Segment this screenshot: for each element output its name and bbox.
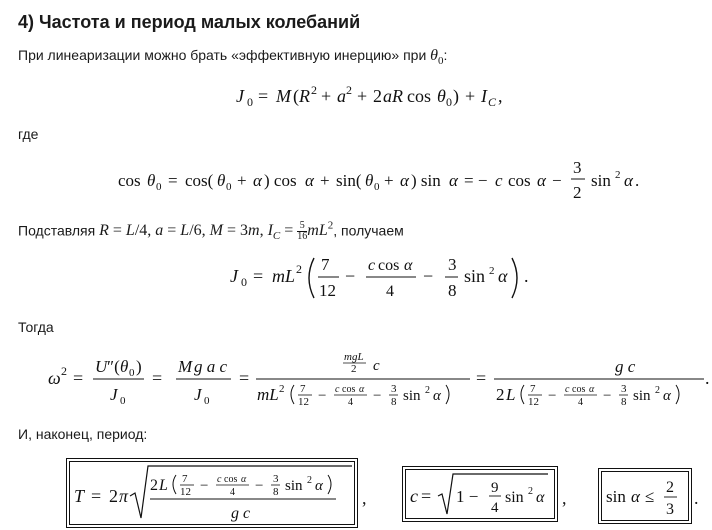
svg-text:=: = bbox=[152, 368, 163, 388]
svg-text:α: α bbox=[498, 266, 508, 286]
svg-text:c: c bbox=[373, 358, 380, 374]
svg-text:θ: θ bbox=[365, 171, 374, 190]
svg-text:7: 7 bbox=[300, 383, 306, 395]
svg-text:2: 2 bbox=[296, 262, 302, 276]
svg-text:) cos: ) cos bbox=[264, 171, 297, 190]
svg-text:−: − bbox=[548, 388, 557, 404]
svg-text:−: − bbox=[200, 478, 209, 494]
svg-text:M: M bbox=[276, 86, 291, 106]
svg-text:J: J bbox=[230, 266, 238, 286]
svg-text:L: L bbox=[506, 385, 516, 404]
svg-text:2: 2 bbox=[573, 183, 582, 202]
svg-text:0: 0 bbox=[156, 181, 162, 193]
svg-text:12: 12 bbox=[319, 281, 336, 300]
svg-text:0: 0 bbox=[374, 181, 380, 193]
svg-text:2: 2 bbox=[615, 169, 621, 181]
svg-text:4: 4 bbox=[386, 283, 394, 300]
svg-text:): ) bbox=[453, 86, 459, 106]
svg-text:c: c bbox=[410, 486, 418, 506]
svg-text:T: T bbox=[74, 486, 85, 506]
j0-result-formula bbox=[230, 250, 540, 306]
c-definition-box bbox=[402, 466, 558, 522]
svg-text:+: + bbox=[357, 86, 368, 106]
intro-tail: : bbox=[443, 47, 448, 63]
svg-text:θ: θ bbox=[437, 86, 446, 106]
svg-text:α: α bbox=[253, 171, 262, 190]
constraint-period: . bbox=[694, 488, 699, 508]
svg-text:): ) bbox=[136, 357, 142, 376]
svg-text:θ: θ bbox=[147, 171, 156, 190]
svg-text:0: 0 bbox=[226, 181, 232, 193]
svg-text:4: 4 bbox=[578, 397, 583, 408]
cos-theta0-formula bbox=[118, 156, 658, 204]
svg-text:) sin: ) sin bbox=[411, 171, 441, 190]
svg-text:4: 4 bbox=[230, 487, 235, 498]
svg-text:α: α bbox=[663, 388, 671, 404]
svg-text:,: , bbox=[498, 86, 503, 106]
svg-text:cos: cos bbox=[572, 384, 586, 395]
svg-text:C: C bbox=[488, 95, 497, 109]
svg-text:−: − bbox=[318, 388, 327, 404]
svg-text:mL: mL bbox=[257, 385, 279, 404]
svg-text:mL: mL bbox=[272, 266, 296, 286]
svg-text:U: U bbox=[95, 357, 108, 376]
svg-text:.: . bbox=[635, 171, 640, 190]
svg-text:0: 0 bbox=[204, 395, 210, 407]
svg-text:g a c: g a c bbox=[194, 357, 228, 376]
svg-text:α: α bbox=[589, 384, 595, 395]
svg-text:cos: cos bbox=[378, 257, 400, 274]
svg-text:π: π bbox=[119, 486, 129, 506]
finally-text: И, наконец, период: bbox=[18, 426, 148, 442]
svg-text:2: 2 bbox=[655, 385, 660, 396]
svg-text:4: 4 bbox=[491, 500, 499, 516]
svg-text:α: α bbox=[400, 171, 409, 190]
svg-text:c: c bbox=[495, 171, 503, 190]
svg-text:sin(: sin( bbox=[336, 171, 362, 190]
substituting-text: Подставляя bbox=[18, 222, 100, 239]
svg-text:α: α bbox=[624, 171, 633, 190]
svg-text:c: c bbox=[565, 384, 570, 395]
svg-text:g c: g c bbox=[231, 505, 251, 522]
svg-text:(: ( bbox=[293, 86, 299, 106]
svg-text:−: − bbox=[603, 388, 612, 404]
svg-text:sin: sin bbox=[591, 171, 611, 190]
period-formula-box bbox=[66, 458, 358, 528]
svg-text:9: 9 bbox=[491, 480, 499, 496]
intro-paragraph bbox=[18, 45, 447, 71]
svg-text:2: 2 bbox=[425, 385, 430, 396]
svg-text:8: 8 bbox=[621, 396, 627, 408]
svg-text:+: + bbox=[321, 86, 332, 106]
substitution-inline: R = L/4, a = L/6, M = 3m, $I_C$ = $\frac{5}{16}$ $mL^2$ bbox=[99, 220, 334, 243]
where-text: где bbox=[18, 126, 39, 142]
svg-text:=: = bbox=[91, 486, 102, 506]
svg-text:cos: cos bbox=[342, 384, 356, 395]
svg-text:= −: = − bbox=[464, 171, 488, 190]
svg-text:I: I bbox=[481, 86, 487, 106]
svg-text:α: α bbox=[359, 384, 365, 395]
svg-text:θ: θ bbox=[120, 357, 129, 376]
svg-text:−: − bbox=[255, 478, 264, 494]
svg-text:+: + bbox=[384, 171, 394, 190]
svg-text:=: = bbox=[168, 171, 178, 190]
svg-text:sin: sin bbox=[403, 388, 421, 404]
svg-text:−: − bbox=[345, 266, 356, 286]
svg-text:8: 8 bbox=[391, 396, 397, 408]
theta0-inline: $\theta_0$ bbox=[430, 47, 444, 68]
svg-text:sin: sin bbox=[505, 489, 524, 506]
svg-text:=: = bbox=[258, 86, 269, 106]
intro-text: При линеаризации можно брать «эффективную инерцию» при bbox=[18, 47, 431, 63]
svg-text:θ: θ bbox=[217, 171, 226, 190]
svg-text:2: 2 bbox=[496, 385, 505, 404]
svg-text:2: 2 bbox=[346, 83, 352, 97]
svg-text:−: − bbox=[552, 171, 562, 190]
svg-text:2: 2 bbox=[311, 83, 317, 97]
svg-text:2: 2 bbox=[528, 486, 533, 497]
svg-text:2: 2 bbox=[109, 486, 118, 506]
svg-text:=: = bbox=[253, 266, 264, 286]
svg-text:3: 3 bbox=[448, 255, 457, 274]
svg-text:α: α bbox=[315, 478, 323, 494]
svg-text:4: 4 bbox=[348, 397, 353, 408]
svg-text:α: α bbox=[241, 474, 247, 485]
svg-text:R: R bbox=[299, 86, 310, 106]
substitution-paragraph bbox=[18, 216, 404, 247]
svg-text:2: 2 bbox=[61, 364, 67, 378]
svg-text:0: 0 bbox=[241, 275, 247, 289]
inertia-formula bbox=[236, 80, 536, 112]
svg-text:7: 7 bbox=[182, 473, 188, 485]
svg-text:−: − bbox=[423, 266, 434, 286]
svg-text:+: + bbox=[465, 86, 476, 106]
svg-text:2: 2 bbox=[373, 86, 382, 106]
svg-text:cos: cos bbox=[224, 474, 238, 485]
svg-text:″(: ″( bbox=[107, 357, 120, 376]
svg-text:0: 0 bbox=[247, 95, 253, 109]
svg-text:sin: sin bbox=[464, 266, 486, 286]
svg-text:J: J bbox=[194, 385, 202, 404]
svg-text:.: . bbox=[524, 266, 529, 286]
svg-text:=: = bbox=[73, 368, 84, 388]
svg-text:≤: ≤ bbox=[645, 487, 655, 506]
svg-text:=: = bbox=[421, 486, 432, 506]
svg-text:12: 12 bbox=[180, 486, 191, 498]
svg-text:−: − bbox=[373, 388, 382, 404]
svg-text:3: 3 bbox=[273, 473, 279, 485]
svg-text:2: 2 bbox=[150, 477, 158, 494]
svg-text:α: α bbox=[305, 171, 314, 190]
then-text: Тогда bbox=[18, 319, 54, 335]
svg-text:α: α bbox=[537, 171, 546, 190]
svg-text:2: 2 bbox=[489, 265, 495, 277]
svg-text:2: 2 bbox=[279, 383, 285, 395]
svg-text:8: 8 bbox=[273, 486, 279, 498]
svg-text:3: 3 bbox=[391, 383, 397, 395]
svg-text:0: 0 bbox=[129, 367, 135, 379]
svg-text:sin: sin bbox=[285, 478, 303, 494]
svg-text:cos: cos bbox=[407, 86, 431, 106]
c-def-comma: , bbox=[562, 488, 567, 508]
svg-text:J: J bbox=[110, 385, 118, 404]
svg-text:g c: g c bbox=[615, 357, 636, 376]
svg-text:2: 2 bbox=[307, 475, 312, 486]
constraint-box bbox=[598, 468, 692, 524]
svg-text:ω: ω bbox=[48, 368, 61, 388]
svg-text:α: α bbox=[433, 388, 441, 404]
svg-text:+: + bbox=[320, 171, 330, 190]
section-title: 4) Частота и период малых колебаний bbox=[18, 12, 361, 32]
svg-text:12: 12 bbox=[298, 396, 309, 408]
svg-text:α: α bbox=[449, 171, 458, 190]
svg-text:7: 7 bbox=[321, 255, 330, 274]
svg-text:7: 7 bbox=[530, 383, 536, 395]
svg-text:J: J bbox=[236, 86, 244, 106]
svg-text:.: . bbox=[705, 368, 710, 388]
svg-text:1 −: 1 − bbox=[456, 487, 479, 506]
svg-text:=: = bbox=[476, 368, 487, 388]
svg-text:=: = bbox=[239, 368, 250, 388]
svg-text:8: 8 bbox=[448, 281, 457, 300]
svg-text:α: α bbox=[536, 489, 545, 506]
svg-text:mgL: mgL bbox=[344, 351, 364, 363]
svg-text:0: 0 bbox=[446, 95, 452, 109]
svg-text:2: 2 bbox=[666, 479, 674, 496]
substituting-tail: , получаем bbox=[333, 222, 404, 239]
svg-text:cos: cos bbox=[508, 171, 531, 190]
svg-text:L: L bbox=[159, 477, 168, 494]
svg-text:sin: sin bbox=[633, 388, 651, 404]
svg-text:α: α bbox=[631, 487, 640, 506]
svg-text:2: 2 bbox=[351, 363, 357, 375]
svg-text:3: 3 bbox=[573, 158, 582, 177]
omega-formula bbox=[48, 350, 712, 412]
svg-text:a: a bbox=[337, 86, 346, 106]
svg-text:α: α bbox=[404, 257, 413, 274]
svg-text:sin: sin bbox=[606, 487, 626, 506]
svg-text:3: 3 bbox=[621, 383, 627, 395]
svg-text:12: 12 bbox=[528, 396, 539, 408]
svg-text:c: c bbox=[335, 384, 340, 395]
period-comma: , bbox=[362, 488, 367, 508]
svg-text:c: c bbox=[368, 257, 376, 274]
svg-text:0: 0 bbox=[120, 395, 126, 407]
svg-text:c: c bbox=[217, 474, 222, 485]
svg-text:M: M bbox=[178, 357, 193, 376]
svg-text:aR: aR bbox=[383, 86, 403, 106]
svg-text:cos(: cos( bbox=[185, 171, 214, 190]
svg-text:+: + bbox=[237, 171, 247, 190]
svg-text:3: 3 bbox=[666, 501, 674, 518]
svg-text:cos: cos bbox=[118, 171, 141, 190]
